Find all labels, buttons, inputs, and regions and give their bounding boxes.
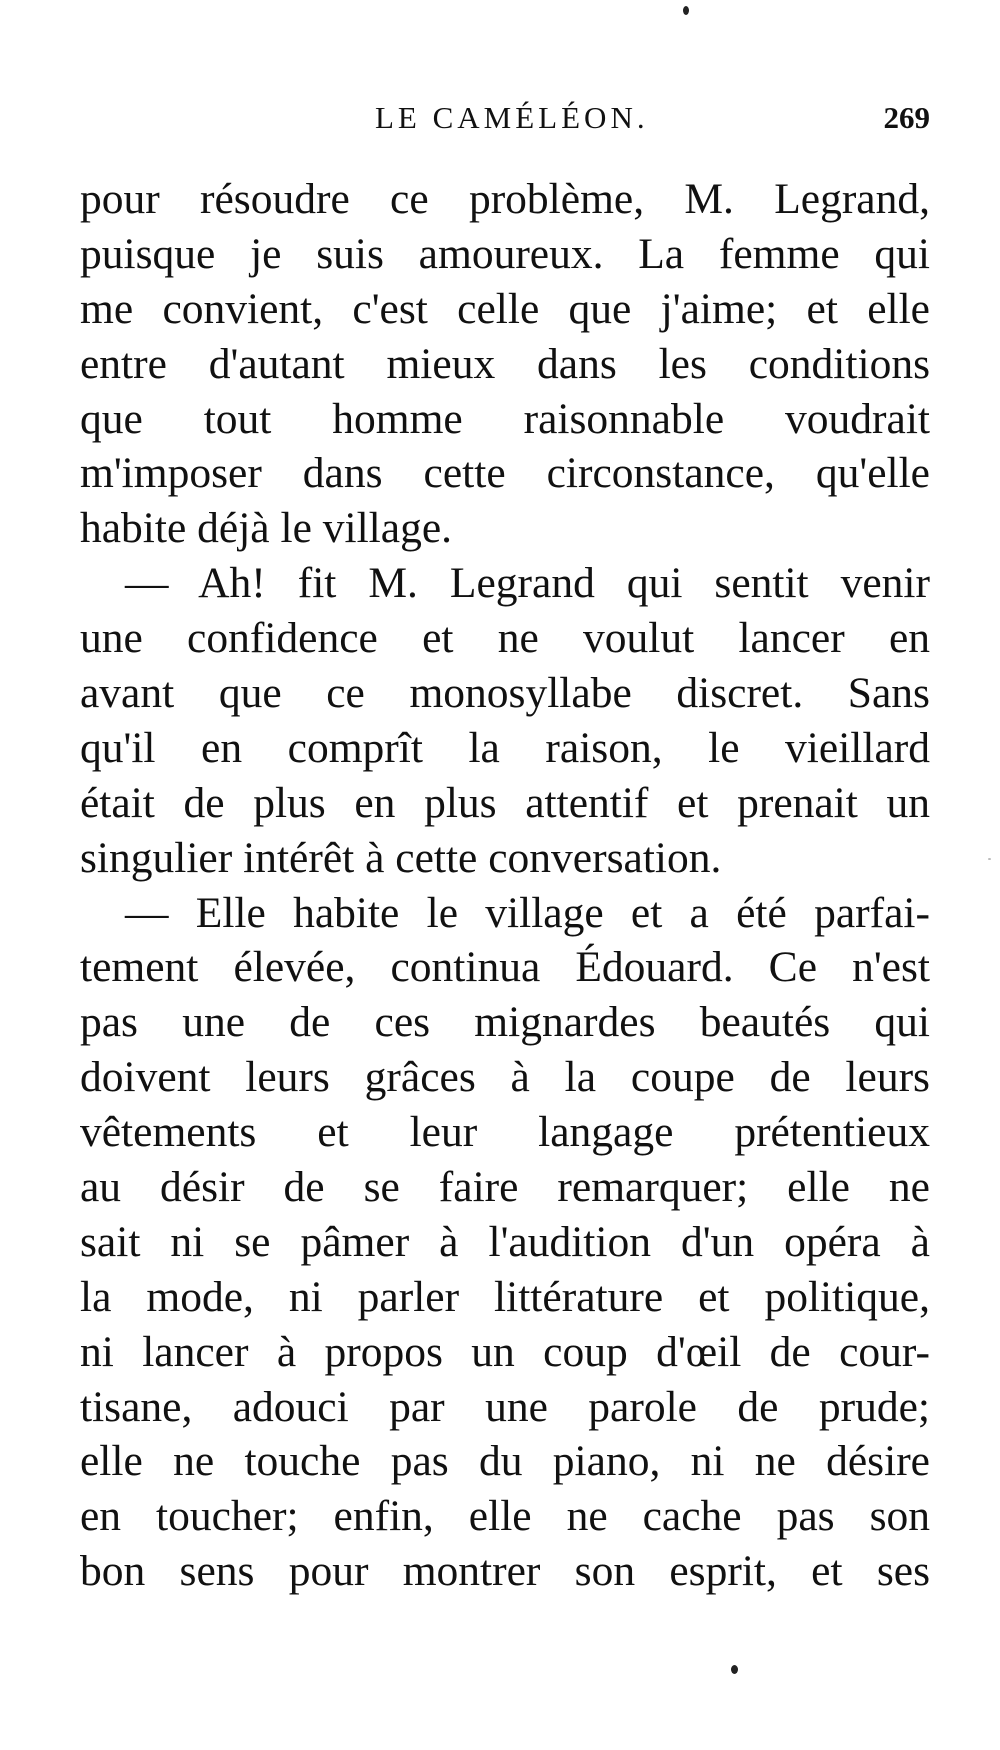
text-line: — Ah! fit M. Legrand qui sentit venir	[125, 559, 930, 608]
text-line: puisque je suis amoureux. La femme qui	[80, 229, 930, 278]
text-line: entre d'autant mieux dans les conditions	[80, 339, 930, 388]
text-line: était de plus en plus attentif et prenait un	[80, 778, 930, 827]
body-text	[80, 172, 930, 1599]
text-line: sait ni se pâmer à l'audition d'un opéra à	[80, 1217, 930, 1266]
text-line: en toucher; enfin, elle ne cache pas son	[80, 1492, 930, 1541]
text-line: qu'il en comprît la raison, le vieillard	[80, 723, 930, 772]
page-header	[80, 98, 930, 138]
text-line: que tout homme raisonnable voudrait	[80, 394, 930, 443]
text-line: avant que ce monosyllabe discret. Sans	[80, 669, 930, 718]
text-line: tisane, adouci par une parole de prude;	[80, 1382, 930, 1431]
text-line: ni lancer à propos un coup d'œil de cour-	[80, 1327, 930, 1376]
running-title: LE CAMÉLÉON.	[375, 100, 649, 135]
text-line: singulier intérêt à cette conversation.	[80, 833, 722, 882]
text-line: la mode, ni parler littérature et politique,	[80, 1272, 930, 1321]
ink-speck	[988, 858, 991, 860]
text-line: bon sens pour montrer son esprit, et ses	[80, 1547, 930, 1596]
text-line: — Elle habite le village et a été parfai-	[125, 888, 930, 937]
text-line: elle ne touche pas du piano, ni ne désire	[80, 1437, 930, 1486]
text-line: pour résoudre ce problème, M. Legrand,	[80, 175, 930, 223]
text-line: me convient, c'est celle que j'aime; et elle	[80, 284, 930, 333]
ink-speck	[731, 1665, 738, 1674]
ink-speck	[683, 6, 689, 15]
text-line: tement élevée, continua Édouard. Ce n'est	[80, 943, 930, 992]
text-line: habite déjà le village.	[80, 504, 453, 553]
page-number: 269	[883, 100, 930, 135]
text-line: pas une de ces mignardes beautés qui	[80, 998, 930, 1047]
text-line: m'imposer dans cette circonstance, qu'elle	[80, 449, 930, 498]
text-line: au désir de se faire remarquer; elle ne	[80, 1163, 930, 1212]
text-line: vêtements et leur langage prétentieux	[80, 1108, 930, 1157]
text-line: une confidence et ne voulut lancer en	[80, 614, 930, 663]
text-line: doivent leurs grâces à la coupe de leurs	[80, 1053, 930, 1102]
